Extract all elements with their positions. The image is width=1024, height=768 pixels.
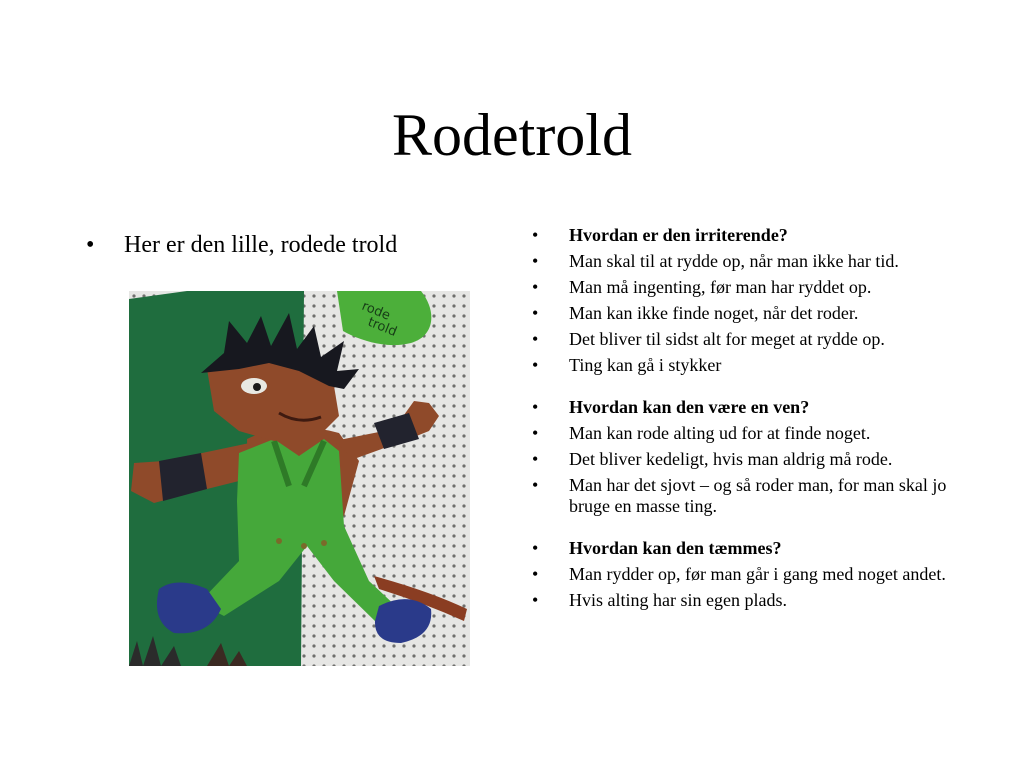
list-item xyxy=(532,251,952,272)
list-item-text: Man rydder op, før man går i gang med noget andet. xyxy=(569,564,946,584)
button-3 xyxy=(321,540,327,546)
list-item-text: Det bliver til sidst alt for meget at rydde op. xyxy=(569,329,885,349)
list-item-text: Man må ingenting, før man har ryddet op. xyxy=(569,277,872,297)
bullet-glyph: • xyxy=(532,475,539,495)
bullet-glyph: • xyxy=(532,590,539,610)
troll-pupil xyxy=(253,383,261,391)
list-item xyxy=(532,329,952,350)
troll-photo xyxy=(129,291,470,666)
list-item-text: Man kan ikke finde noget, når det roder. xyxy=(569,303,859,323)
list-item-text: Man kan rode alting ud for at finde noget. xyxy=(569,423,871,443)
bullet-glyph: • xyxy=(532,329,539,349)
group-heading-text: Hvordan kan den tæmmes? xyxy=(569,538,782,558)
left-bullet-item xyxy=(86,230,397,260)
sign-text-line2: trold xyxy=(365,314,399,340)
list-item-text: Man skal til at rydde op, når man ikke har tid. xyxy=(569,251,899,271)
right-bullet-list xyxy=(532,225,952,616)
bullet-glyph: • xyxy=(532,538,539,558)
list-item-text: Man har det sjovt – og så roder man, for man skal jo bruge en masse ting. xyxy=(569,475,947,516)
bullet-glyph: • xyxy=(532,303,539,323)
bullet-glyph: • xyxy=(532,277,539,297)
left-bullet-text: Her er den lille, rodede trold xyxy=(124,232,398,258)
button-2 xyxy=(301,543,307,549)
bullet-glyph: • xyxy=(532,251,539,271)
list-item-text: Ting kan gå i stykker xyxy=(569,355,722,375)
list-item xyxy=(532,303,952,324)
bullet-glyph: • xyxy=(532,423,539,443)
bullet-glyph: • xyxy=(532,355,539,375)
list-item-text: Det bliver kedeligt, hvis man aldrig må rode. xyxy=(569,449,893,469)
list-item xyxy=(532,475,952,517)
button-1 xyxy=(276,538,282,544)
bullet-glyph: • xyxy=(86,232,95,258)
list-item xyxy=(532,277,952,298)
group-heading-text: Hvordan kan den være en ven? xyxy=(569,397,810,417)
bullet-glyph: • xyxy=(532,225,539,245)
slide-title: Rodetrold xyxy=(392,102,632,168)
bullet-glyph: • xyxy=(532,397,539,417)
group-heading xyxy=(532,538,952,559)
group-spacer xyxy=(532,522,952,538)
list-item xyxy=(532,564,952,585)
list-item xyxy=(532,423,952,444)
group-heading xyxy=(532,397,952,418)
list-item xyxy=(532,590,952,611)
sign-text-line1: rode xyxy=(359,298,393,324)
group-spacer xyxy=(532,381,952,397)
bullet-glyph: • xyxy=(532,449,539,469)
list-item xyxy=(532,449,952,470)
group-heading xyxy=(532,225,952,246)
list-item xyxy=(532,355,952,376)
group-heading-text: Hvordan er den irriterende? xyxy=(569,225,788,245)
bullet-glyph: • xyxy=(532,564,539,584)
list-item-text: Hvis alting har sin egen plads. xyxy=(569,590,787,610)
